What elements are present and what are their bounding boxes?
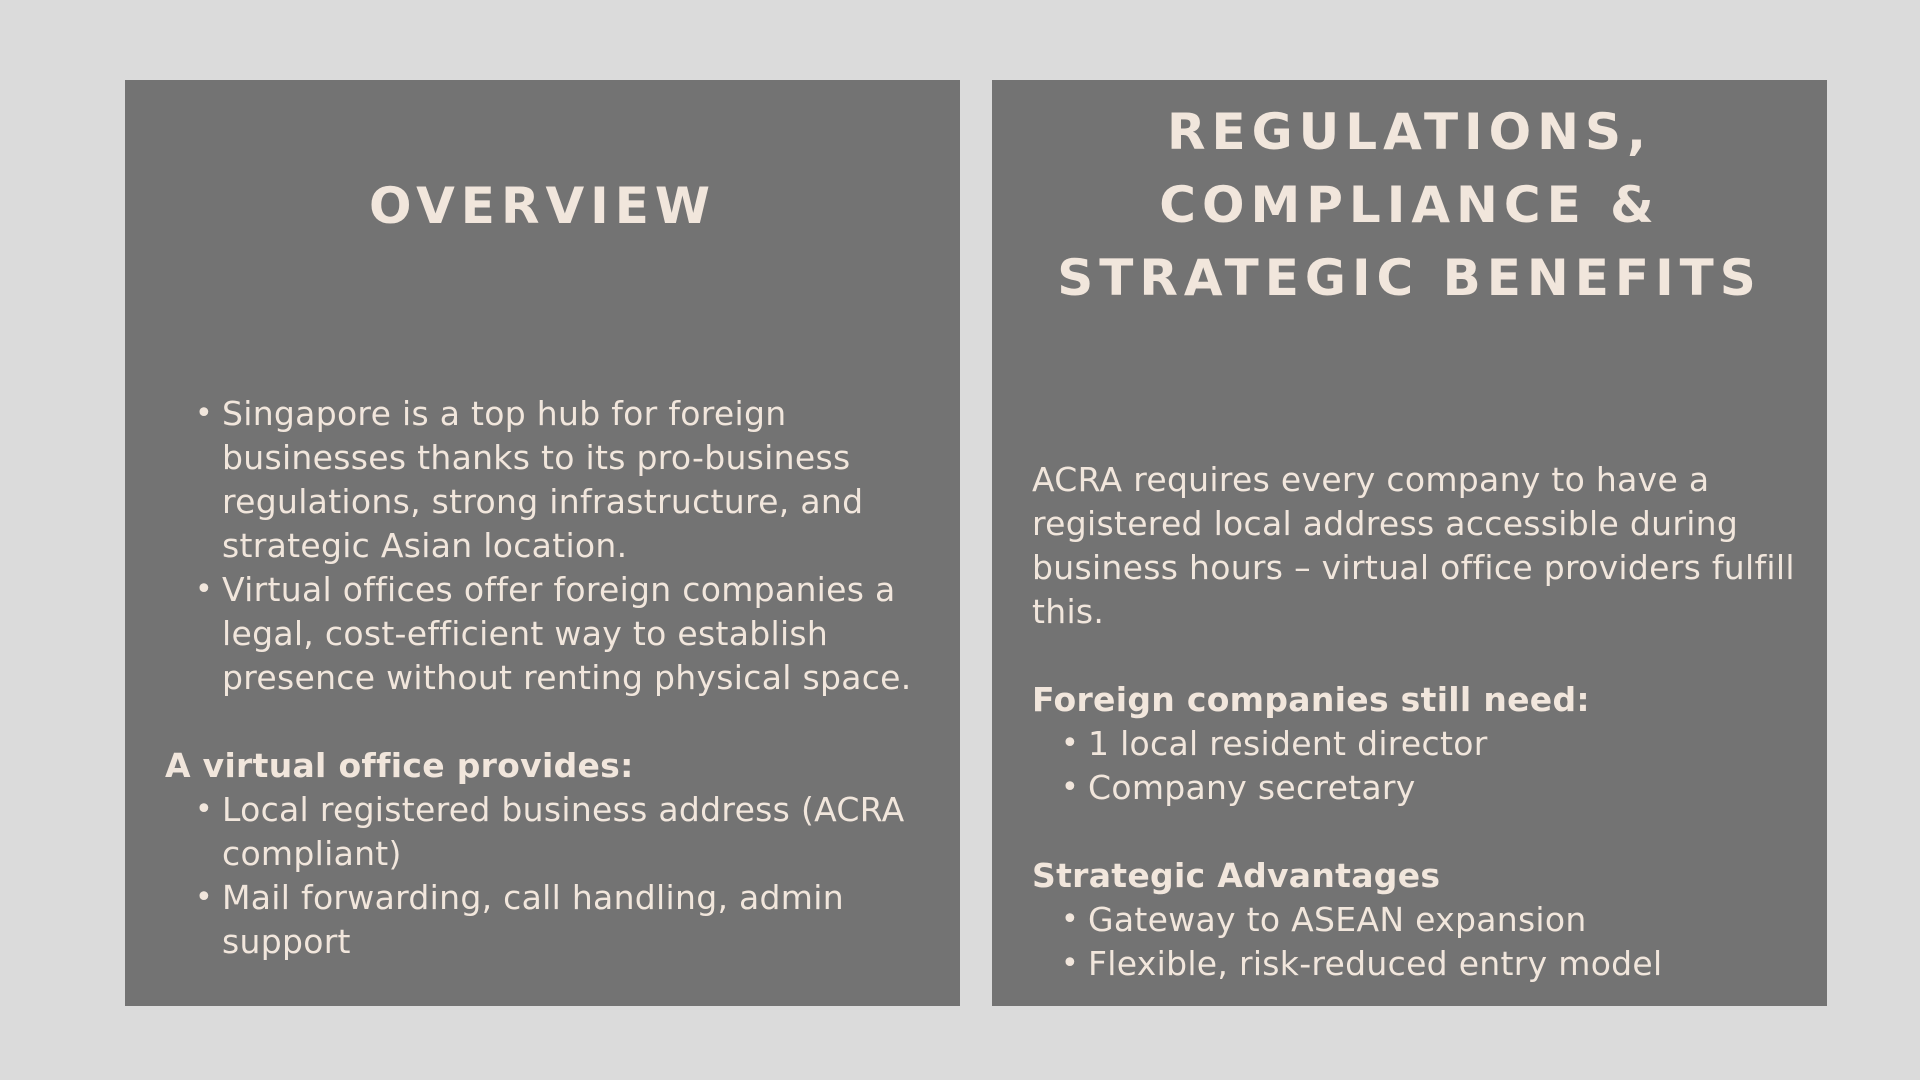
- regulations-content: [1032, 458, 1812, 986]
- regulations-heading-line: REGULATIONS,: [1166, 103, 1653, 161]
- provides-list: [165, 788, 945, 964]
- advantages-item: • Gateway to ASEAN expansion: [1088, 898, 1812, 942]
- needs-list: [1032, 722, 1812, 810]
- provides-item: • Mail forwarding, call handling, admin support: [222, 876, 945, 964]
- needs-label: Foreign companies still need:: [1032, 680, 1590, 719]
- provides-label: A virtual office provides:: [165, 746, 634, 785]
- regulations-heading: [992, 96, 1827, 315]
- advantages-item: • Flexible, risk-reduced entry model: [1088, 942, 1812, 986]
- needs-item: • 1 local resident director: [1088, 722, 1812, 766]
- regulations-heading-line: COMPLIANCE &: [1159, 176, 1660, 234]
- overview-bullet: • Singapore is a top hub for foreign businesses thanks to its pro-business regulations, strong infrastructure, and strategic Asian location.: [222, 392, 945, 568]
- overview-panel: [125, 80, 960, 1006]
- regulations-intro: ACRA requires every company to have a registered local address accessible during business hours – virtual office providers fulfill this.: [1032, 460, 1795, 631]
- overview-bullet: • Virtual offices offer foreign companies a legal, cost-efficient way to establish presence without renting physical space.: [222, 568, 945, 700]
- regulations-heading-line: STRATEGIC BENEFITS: [1057, 249, 1762, 307]
- advantages-list: [1032, 898, 1812, 986]
- advantages-label: Strategic Advantages: [1032, 856, 1441, 895]
- needs-item: • Company secretary: [1088, 766, 1812, 810]
- overview-bullet-list: [165, 392, 945, 700]
- overview-heading: OVERVIEW: [368, 177, 717, 235]
- provides-item: • Local registered business address (ACRA compliant): [222, 788, 945, 876]
- overview-content: [165, 392, 945, 964]
- regulations-panel: [992, 80, 1827, 1006]
